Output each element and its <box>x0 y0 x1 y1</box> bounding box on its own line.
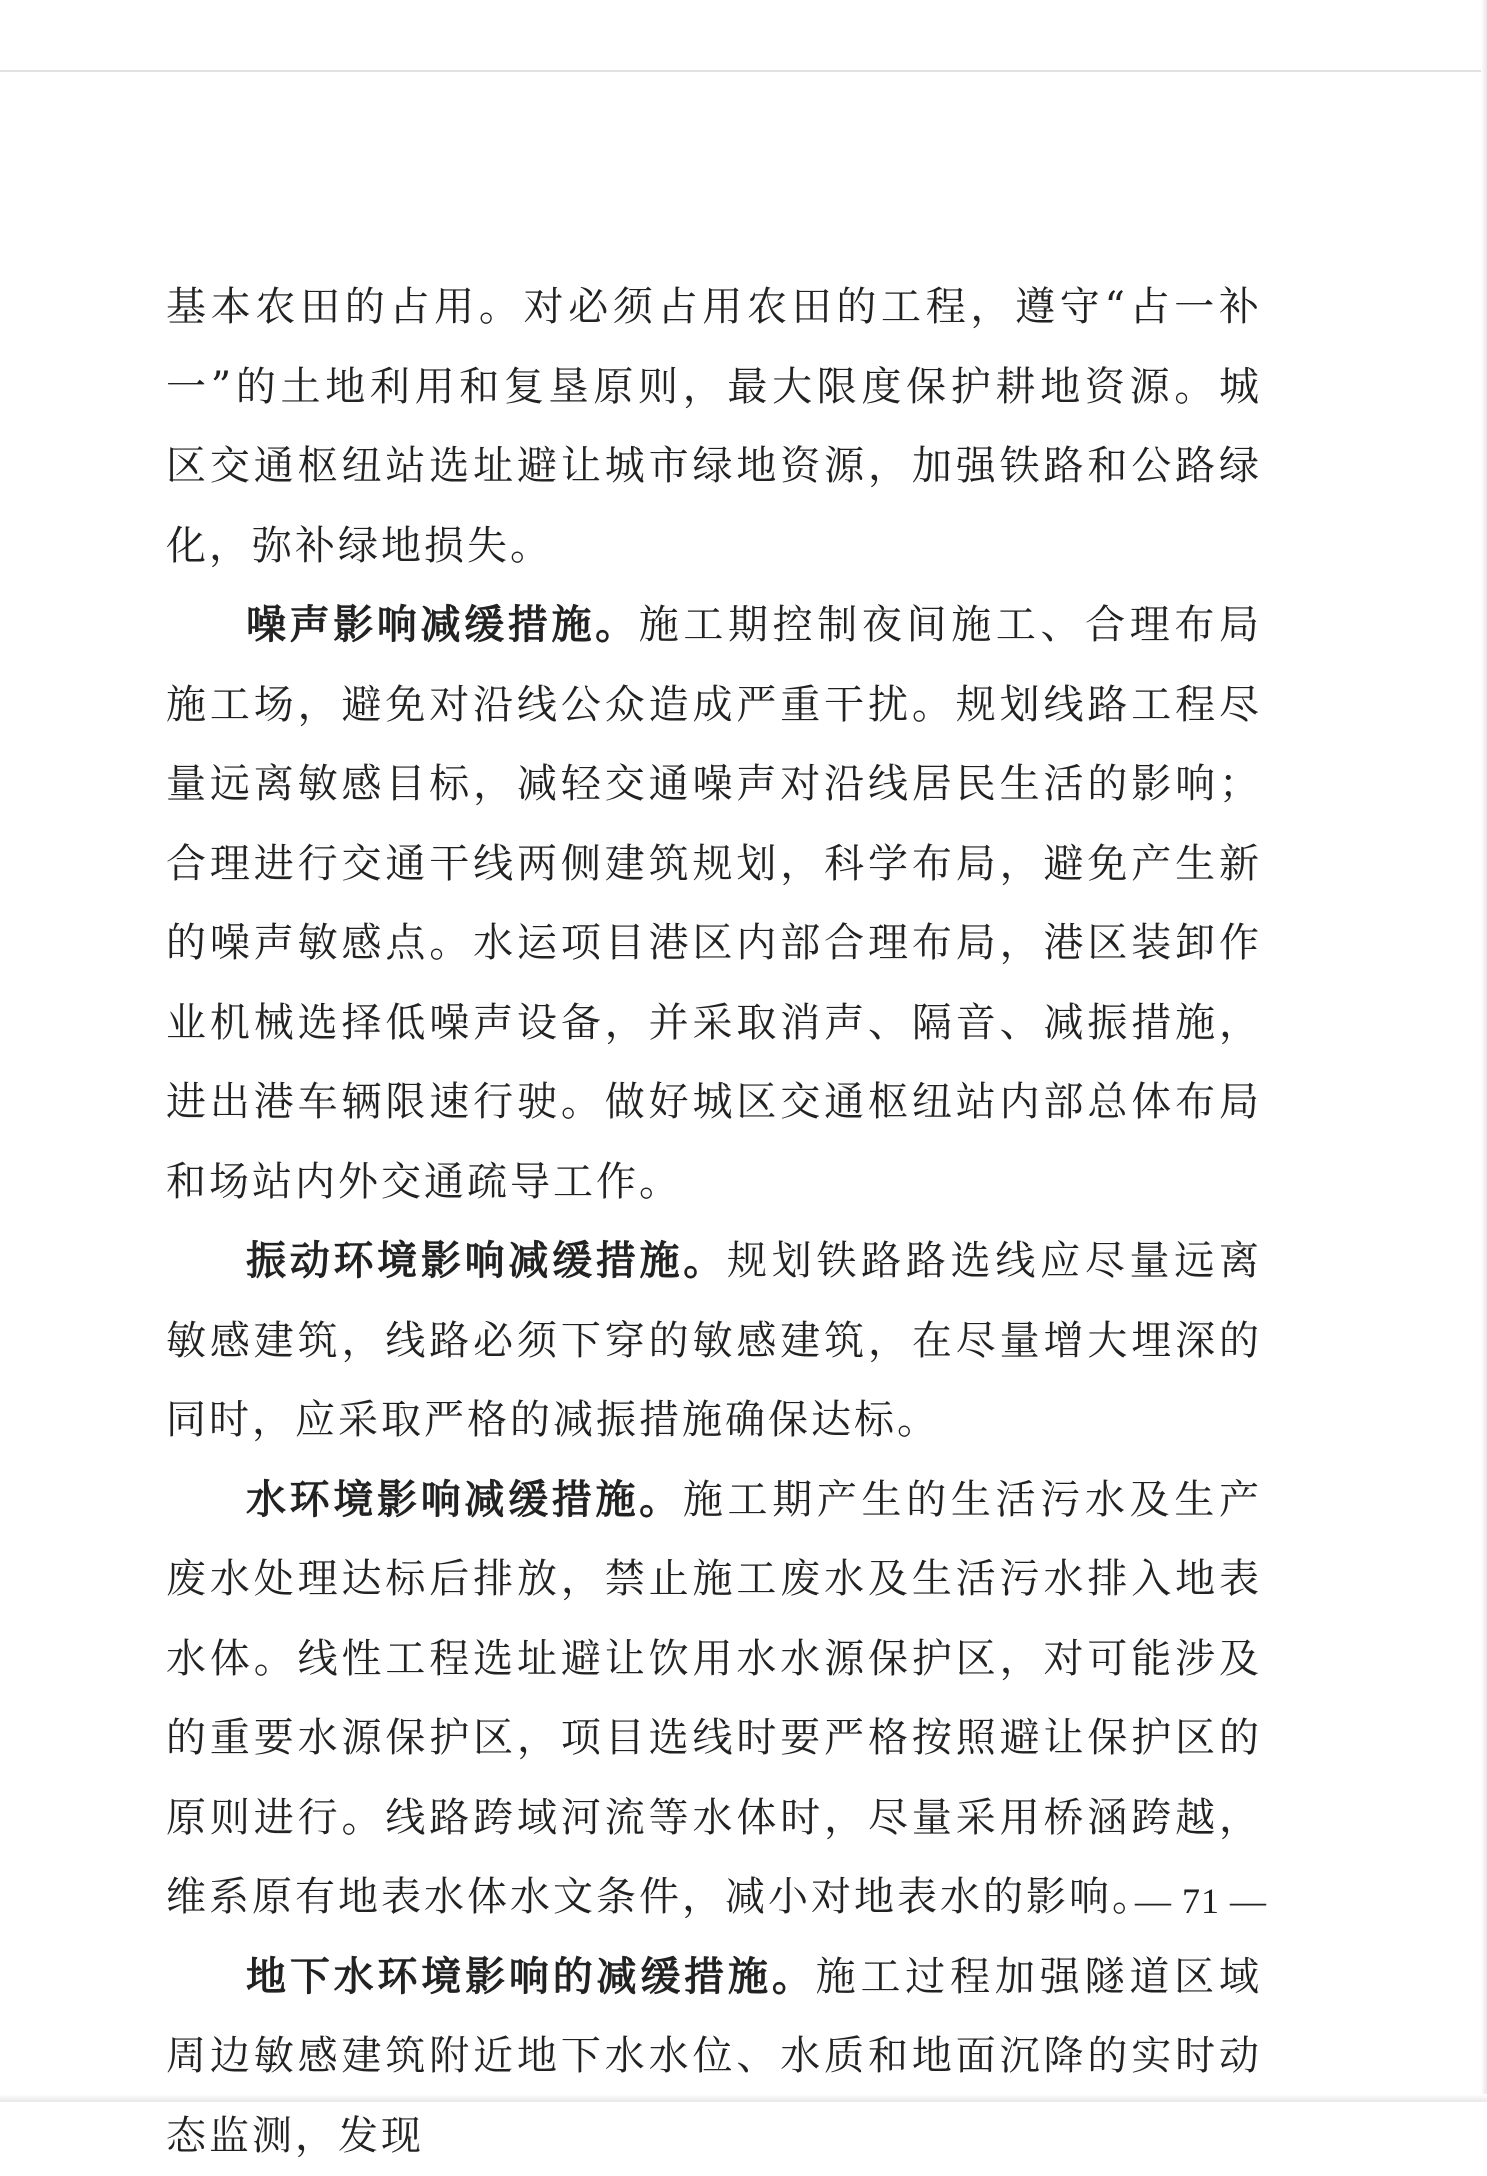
paragraph-text: 规划铁路路选线应尽量远离敏感建筑，线路必须下穿的敏感建筑，在尽量增大埋深的同时，应采取严格的减振措施确保达标。 <box>166 1238 1262 1443</box>
paragraph-groundwater <box>166 1938 1262 2176</box>
page-edge-shadow <box>1481 0 1487 2102</box>
paragraph-text: 基本农田的占用。对必须占用农田的工程，遵守“占一补一”的土地利用和复垦原则，最大限度保护耕地资源。城区交通枢纽站选址避让城市绿地资源，加强铁路和公路绿化，弥补绿地损失。 <box>166 284 1262 569</box>
paragraph-noise <box>166 586 1262 1222</box>
paragraph-heading: 水环境影响减缓措施。 <box>246 1477 683 1523</box>
paragraph-farmland <box>166 268 1262 586</box>
page-number: — 71 — <box>1135 1880 1267 1922</box>
paragraph-vibration <box>166 1222 1262 1461</box>
paragraph-water <box>166 1461 1262 1938</box>
paragraph-text: 施工过程加强隧道区域周边敏感建筑附近地下水水位、水质和地面沉降的实时动态监测，发现 <box>166 1954 1262 2159</box>
paragraph-heading: 振动环境影响减缓措施。 <box>246 1238 727 1284</box>
paragraph-text: 施工期产生的生活污水及生产废水处理达标后排放，禁止施工废水及生活污水排入地表水体。线性工程选址避让饮用水水源保护区，对可能涉及的重要水源保护区，项目选线时要严格按照避让保护区的原则进行。线路跨域河流等水体时，尽量采用桥涵跨越，维系原有地表水体水文条件，减小对地表水的影响。 <box>166 1477 1262 1921</box>
page-top-rule <box>0 70 1487 72</box>
paragraph-text: 施工期控制夜间施工、合理布局施工场，避免对沿线公众造成严重干扰。规划线路工程尽量远离敏感目标，减轻交通噪声对沿线居民生活的影响；合理进行交通干线两侧建筑规划，科学布局，避免产生新的噪声敏感点。水运项目港区内部合理布局，港区装卸作业机械选择低噪声设备，并采取消声、隔音、减振措施，进出港车辆限速行驶。做好城区交通枢纽站内部总体布局和场站内外交通疏导工作。 <box>166 602 1262 1205</box>
paragraph-heading: 地下水环境影响的减缓措施。 <box>246 1954 816 2000</box>
paragraph-heading: 噪声影响减缓措施。 <box>246 602 639 648</box>
document-body <box>166 268 1262 2176</box>
